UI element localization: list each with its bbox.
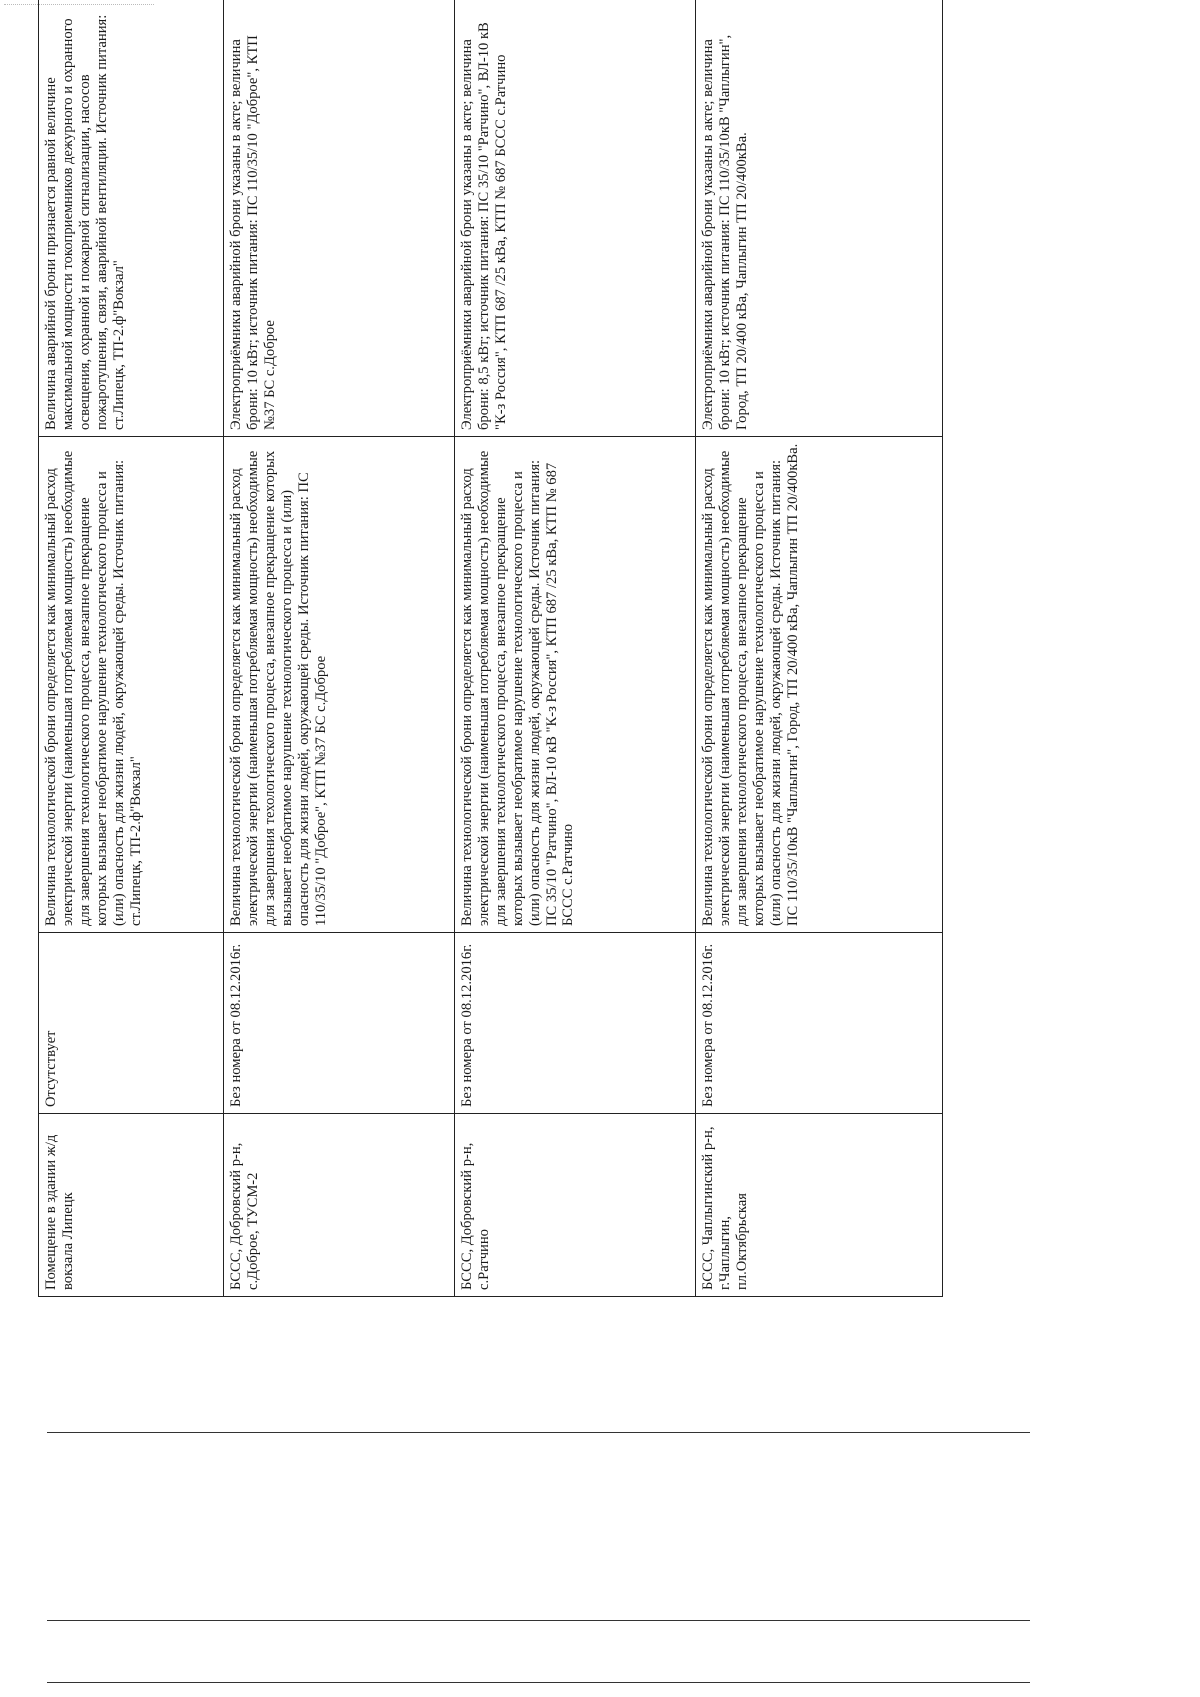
tech-reserve-cell: Величина технологической брони определяется как минимальный расход электрической энергии (наименьшая потребляемая мощность) необходимые для завершения техологического процесса, внезапное прекращение которых вызывает необратимое нарушение технологического процесса и (или) опасность для жизни людей, окружающей среды. Источник питания: ПС 110/35/10 "Доброе", КТП №37 БС с.Доброе bbox=[224, 437, 455, 933]
act-cell: Без номера от 08.12.2016г. bbox=[696, 933, 943, 1114]
divider-line bbox=[47, 1620, 1030, 1621]
divider-line bbox=[47, 1432, 1030, 1433]
act-cell: Отсутствует bbox=[39, 933, 224, 1114]
emergency-reserve-cell: Электроприёмники аварийной брони указаны в акте; величина брони: 8,5 кВт; источник питания: ПС 35/10 "Ратчино", ВЛ-10 кВ "К-з Россия", КТП 687 /25 кВа, КТП № 687 БССС с.Ратчино bbox=[455, 0, 696, 437]
emergency-reserve-cell: Электроприёмники аварийной брони указаны в акте; величина брони: 10 кВт; источник питания: ПС 110/35/10 "Доброе", КТП №37 БС с.Доброе bbox=[224, 0, 455, 437]
divider-line bbox=[47, 1682, 1030, 1683]
tech-reserve-cell: Величина технологической брони определяется как минимальный расход электрической энергии (наименьшая потребляемая мощность) необходимые для завершения технологического процесса, внезапное прекращение которых вызывает необратимое нарушение технологического процесса и (или) опасность для жизни людей, окружающей среды. Источник питания: ПС 110/35/10кВ "Чаплыгин", Город, ТП 20/400 кВа, Чаплыгин ТП 20/400кВа. bbox=[696, 437, 943, 933]
act-cell: Без номера от 08.12.2016г. bbox=[455, 933, 696, 1114]
location-cell: БССС, Добровский р-н, с.Ратчино bbox=[455, 1114, 696, 1297]
location-cell: БССС, Чаплыгинский р-н, г.Чаплыгин, пл.Октябрьская bbox=[696, 1114, 943, 1297]
reserve-table bbox=[38, 0, 943, 1297]
table-row bbox=[455, 0, 696, 1297]
table-row bbox=[224, 0, 455, 1297]
act-cell: Без номера от 08.12.2016г. bbox=[224, 933, 455, 1114]
table-row bbox=[696, 0, 943, 1297]
location-cell: БССС, Добровский р-н, с.Доброе, ТУСМ-2 bbox=[224, 1114, 455, 1297]
emergency-reserve-cell: Электроприёмники аварийной брони указаны в акте; величина брони: 10 кВт; источник питания: ПС 110/35/10кВ "Чаплыгин", Город, ТП 20/400 кВа, Чаплыгин ТП 20/400кВа. bbox=[696, 0, 943, 437]
tech-reserve-cell: Величина технологической брони определяется как минимальный расход электрической энергии (наименьшая потребляемая мощность) необходимые для завершения технологического процесса, внезапное прекращение которых вызывает необратимое нарушение технологического процесса и (или) опасность для жизни людей, окружающей среды. Источник питания: ст.Липецк, ТП-2.ф"Вокзал" bbox=[39, 437, 224, 933]
location-cell: Помещение в здании ж/д вокзала Липецк bbox=[39, 1114, 224, 1297]
tech-reserve-cell: Величина технологической брони определяется как минимальный расход электрической энергии (наименьшая потребляемая мощность) необходимые для завершения технологического процесса, внезапное прекращение которых вызывает необратимое нарушение технологического процесса и (или) опасность для жизни людей, окружающей среды. Источник питания: ПС 35/10 "Ратчино", ВЛ-10 кВ "К-з Россия", КТП 687 /25 кВа, КТП № 687 БССС с.Ратчино bbox=[455, 437, 696, 933]
emergency-reserve-cell: Величина аварийной брони признается равной величине максимальной мощности токоприемников дежурного и охранного освещения, охранной и пожарной сигнализации, насосов пожаротушения, связи, аварийной вентиляции. Источник питания: ст.Липецк, ТП-2.ф"Вокзал" bbox=[39, 0, 224, 437]
table-row bbox=[39, 0, 224, 1297]
